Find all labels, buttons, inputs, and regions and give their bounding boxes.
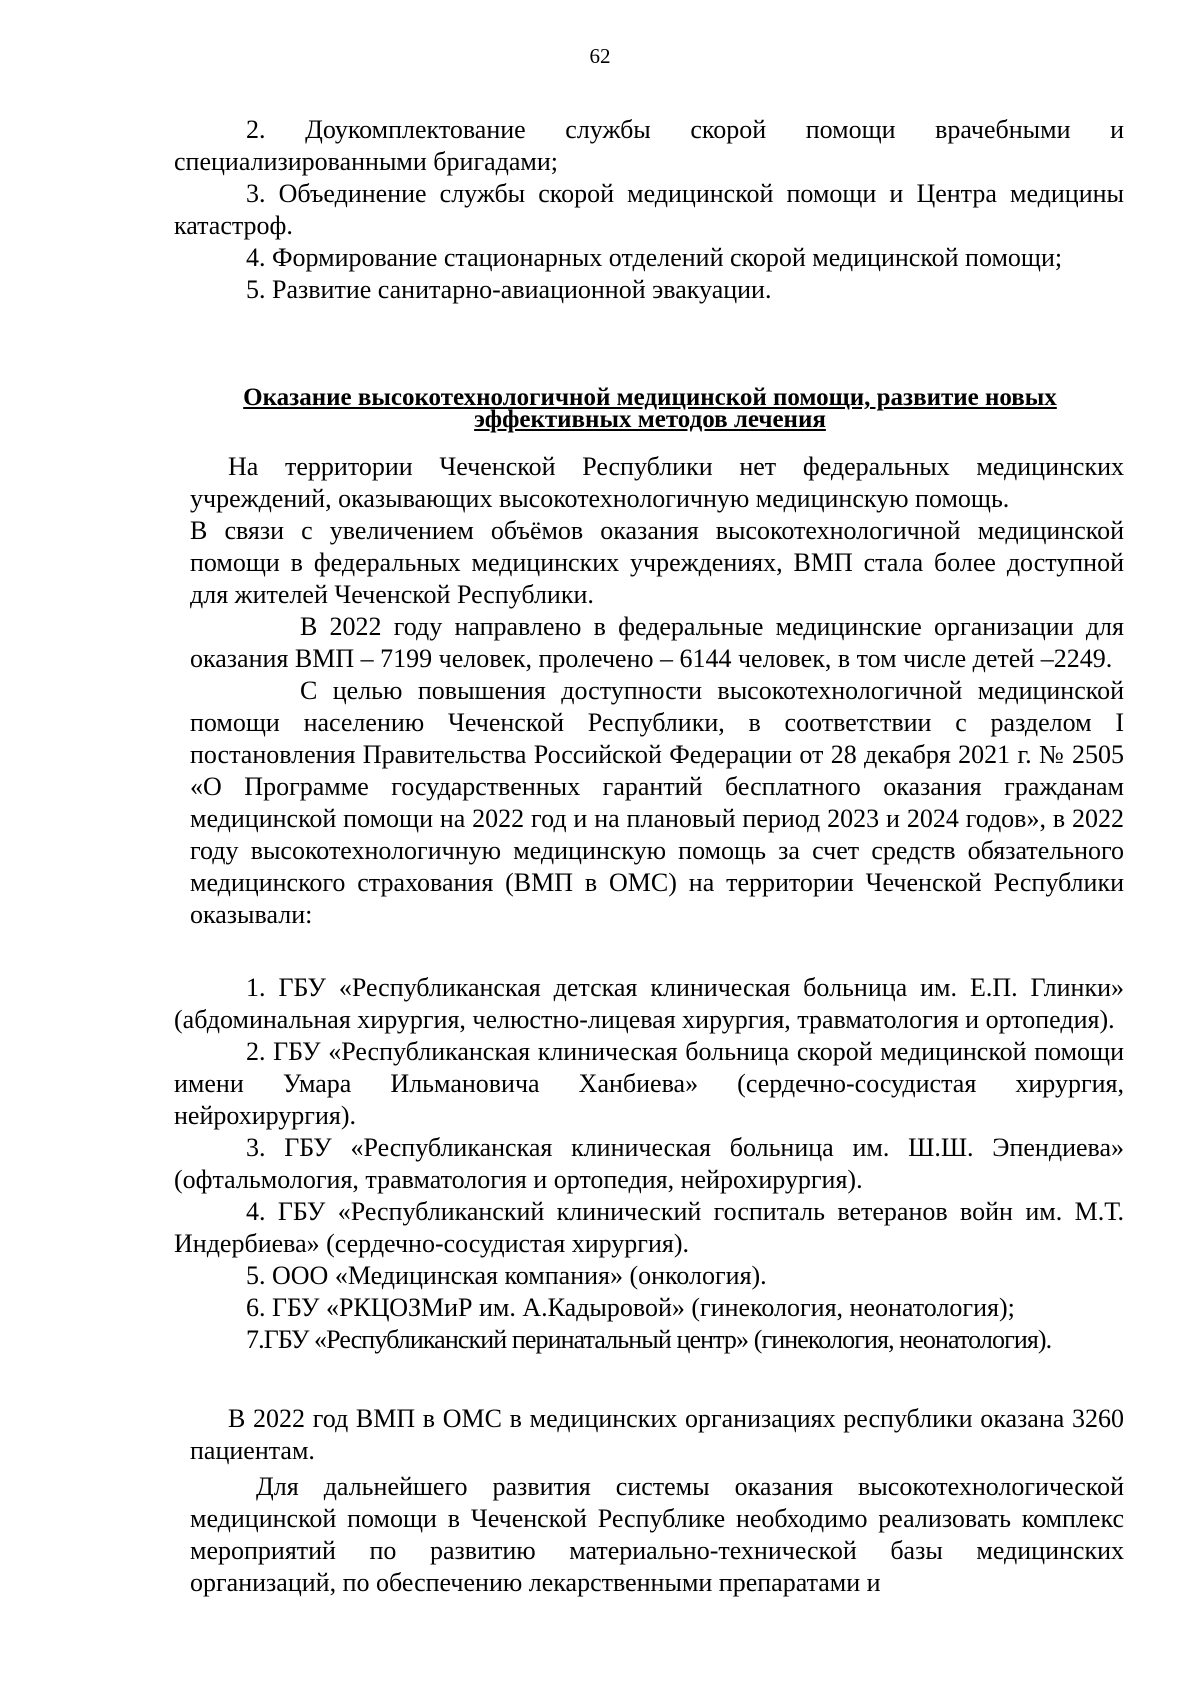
development-measures-list bbox=[174, 114, 1124, 306]
list-item: 5. Развитие санитарно-авиационной эвакуации. bbox=[246, 275, 772, 304]
list-item: 2. ГБУ «Республиканская клиническая больница скорой медицинской помощи имени Умара Ильмановича Ханбиева» (сердечно-сосудистая хирургия, нейрохирургия). bbox=[174, 1037, 1124, 1130]
list-item: 7.ГБУ «Республиканский перинатальный центр» (гинекология, неонатология). bbox=[246, 1325, 1052, 1354]
page-number: 62 bbox=[589, 44, 611, 68]
list-item: 4. ГБУ «Республиканский клинический госпиталь ветеранов войн им. М.Т. Индербиева» (сердечно-сосудистая хирургия). bbox=[174, 1197, 1124, 1258]
section-heading: Оказание высокотехнологичной медицинской помощи, развитие новых эффективных методов лечения bbox=[243, 384, 1057, 433]
closing-section bbox=[190, 1403, 1124, 1599]
paragraph: На территории Чеченской Республики нет федеральных медицинских учреждений, оказывающих высокотехнологичную медицинскую помощь. bbox=[190, 452, 1124, 513]
list-item: 2. Доукомплектование службы скорой помощи врачебными и специализированными бригадами; bbox=[174, 115, 1124, 176]
paragraph: В связи с увеличением объёмов оказания высокотехнологичной медицинской помощи в федеральных медицинских учреждениях, ВМП стала более доступной для жителей Чеченской Республики. bbox=[190, 516, 1124, 609]
list-item: 6. ГБУ «РКЦОЗМиР им. А.Кадыровой» (гинекология, неонатология); bbox=[246, 1293, 1015, 1322]
paragraph: С целью повышения доступности высокотехнологичной медицинской помощи населению Чеченской Республики, в соответствии с разделом I постановления Правительства Российской Федерации от 28 декабря 2021 г. № 2505 «О Программе государственных гарантий бесплатного оказания гражданам медицинской помощи на 2022 год и на плановый период 2023 и 2024 годов», в 2022 году высокотехнологичную медицинскую помощь за счет средств обязательного медицинского страхования (ВМП в ОМС) на территории Чеченской Республики оказывали: bbox=[190, 676, 1124, 929]
paragraph: В 2022 году направлено в федеральные медицинские организации для оказания ВМП – 7199 человек, пролечено – 6144 человек, в том числе детей –2249. bbox=[190, 612, 1124, 673]
list-item: 5. ООО «Медицинская компания» (онкология). bbox=[246, 1261, 767, 1290]
summary-paragraph: В 2022 год ВМП в ОМС в медицинских организациях республики оказана 3260 пациентам. bbox=[190, 1404, 1124, 1465]
providers-list bbox=[174, 972, 1124, 1356]
list-item: 4. Формирование стационарных отделений скорой медицинской помощи; bbox=[246, 243, 1063, 272]
hmc-overview bbox=[190, 451, 1124, 931]
list-item: 1. ГБУ «Республиканская детская клиническая больница им. Е.П. Глинки» (абдоминальная хирургия, челюстно-лицевая хирургия, травматология и ортопедия). bbox=[174, 973, 1124, 1034]
closing-paragraph: Для дальнейшего развития системы оказания высокотехнологической медицинской помощи в Чеченской Республике необходимо реализовать комплекс мероприятий по развитию материально-технической базы медицинских организаций, по обеспечению лекарственными препаратами и bbox=[190, 1472, 1124, 1597]
list-item: 3. ГБУ «Республиканская клиническая больница им. Ш.Ш. Эпендиева» (офтальмология, травматология и ортопедия, нейрохирургия). bbox=[174, 1133, 1124, 1194]
list-item: 3. Объединение службы скорой медицинской помощи и Центра медицины катастроф. bbox=[174, 179, 1124, 240]
